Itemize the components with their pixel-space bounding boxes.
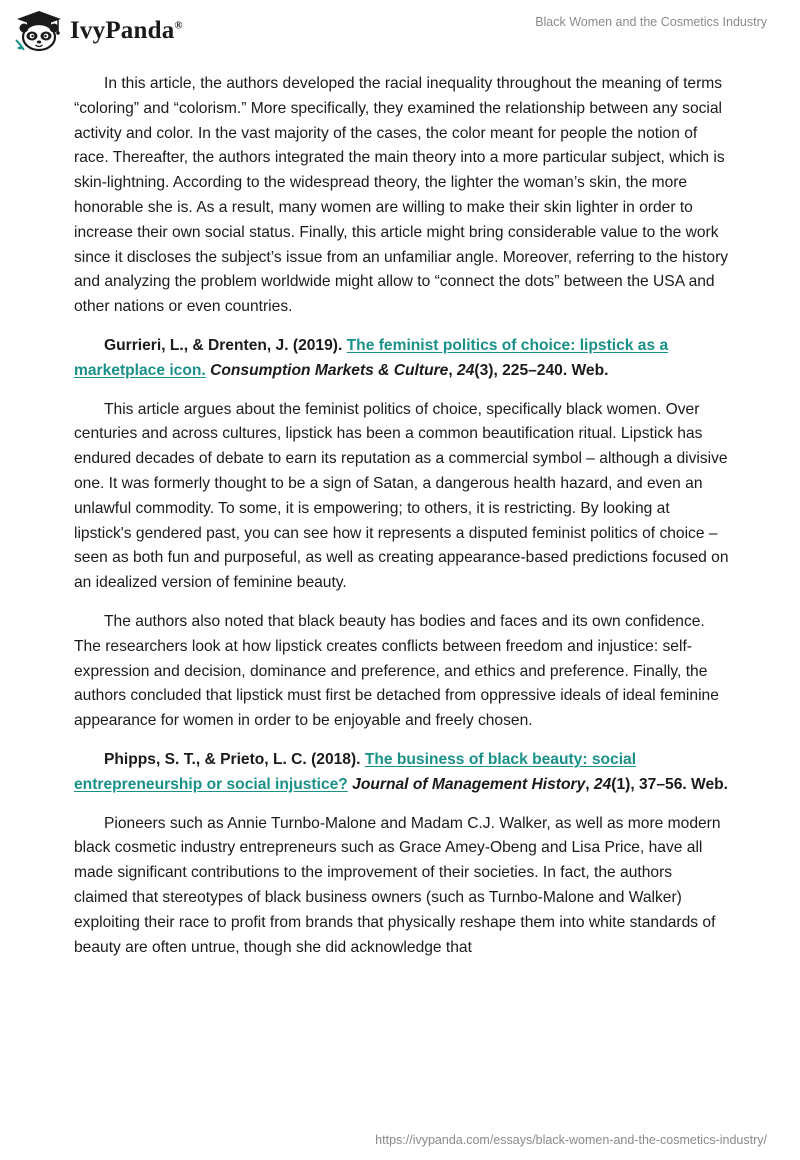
panda-graduate-icon bbox=[14, 10, 64, 52]
reference-authors: Phipps, S. T., & Prieto, L. C. (2018). bbox=[104, 750, 361, 768]
reference-gurrieri-drenten: Gurrieri, L., & Drenten, J. (2019). The feminist politics of choice: lipstick as a marketplace icon. Consumption Markets & Culture, 24(3), 225–240. Web. bbox=[74, 336, 669, 379]
reference-phipps-prieto: Phipps, S. T., & Prieto, L. C. (2018). The business of black beauty: social entrepreneurship or social injustice? Journal of Management History, 24(1), 37–56. Web. bbox=[74, 750, 728, 793]
paragraph-lipstick-politics: This article argues about the feminist politics of choice, specifically black women. Over centuries and across cultures, lipstick has been a common beautification ritual. Lipstick has endured decades of debate to earn its reputation as a commercial symbol – although a divisive one. It was formerly thought to be a sign of Satan, a dangerous health hazard, and even an unlawful commodity. To some, it is empowering; to others, it is restricting. By looking at lipstick's gendered past, you can see how it represents a disputed feminist politics of choice – seen as both fun and purposeful, as well as creating appearance-based predictions focused on an idealized version of feminine beauty. bbox=[74, 400, 729, 592]
ivypanda-logo[interactable] bbox=[14, 10, 183, 52]
reference-journal: Journal of Management History bbox=[352, 775, 586, 793]
essay-content bbox=[74, 72, 730, 960]
brand-name: IvyPanda® bbox=[70, 17, 183, 44]
reference-journal: Consumption Markets & Culture bbox=[210, 361, 449, 379]
reference-title-link[interactable]: The business of black beauty: social entrepreneurship or social injustice? bbox=[74, 750, 637, 793]
paragraph-colorism-summary: In this article, the authors developed the racial inequality throughout the meaning of terms “coloring” and “colorism.” More specifically, they examined the relationship between any social activity and color. In the vast majority of the cases, the color meant for people the notion of race. Thereafter, the authors integrated the main theory into a more particular subject, which is skin-lightning. According to the widespread theory, the lighter the woman’s skin, the more honorable she is. As a result, many women are willing to make their skin lighter in order to increase their own social status. Finally, this article might bring considerable value to the work since it discloses the subject’s issue from an unfamiliar angle. Moreover, referring to the history and analyzing the problem worldwide might allow to “connect the dots” between the USA and other nations or even countries. bbox=[74, 75, 729, 316]
paragraph-pioneers: Pioneers such as Annie Turnbo-Malone and Madam C.J. Walker, as well as more modern black cosmetic industry entrepreneurs such as Grace Amey-Obeng and Lisa Price, have all made significant contributions to the improvement of their societies. In fact, the authors claimed that stereotypes of black business owners (such as Turnbo-Malone and Walker) exploiting their race to profit from brands that physically reshape them into white standards of beauty are often untrue, though she did acknowledge that bbox=[74, 814, 721, 956]
reference-volume: 24 bbox=[457, 361, 475, 379]
paragraph-black-beauty-confidence: The authors also noted that black beauty has bodies and faces and its own confidence. The researchers look at how lipstick creates conflicts between freedom and injustice: self-expression and decision, dominance and preference, and ethics and preference. Finally, the authors concluded that lipstick must first be detached from oppressive ideals of ideal feminine appearance for women in order to be enjoyable and freely chosen. bbox=[74, 612, 719, 730]
reference-authors: Gurrieri, L., & Drenten, J. (2019). bbox=[104, 336, 343, 354]
reference-volume: 24 bbox=[593, 775, 612, 793]
page-header bbox=[0, 0, 800, 60]
reference-issue-pages: (1), 37–56. Web. bbox=[611, 775, 728, 793]
reference-title-link[interactable]: The feminist politics of choice: lipstick as a marketplace icon. bbox=[74, 336, 669, 379]
document-title: Black Women and the Cosmetics Industry bbox=[535, 15, 767, 29]
page-source-url[interactable]: https://ivypanda.com/essays/black-women-and-the-cosmetics-industry/ bbox=[375, 1133, 767, 1147]
reference-issue-pages: (3), 225–240. Web. bbox=[474, 361, 609, 379]
